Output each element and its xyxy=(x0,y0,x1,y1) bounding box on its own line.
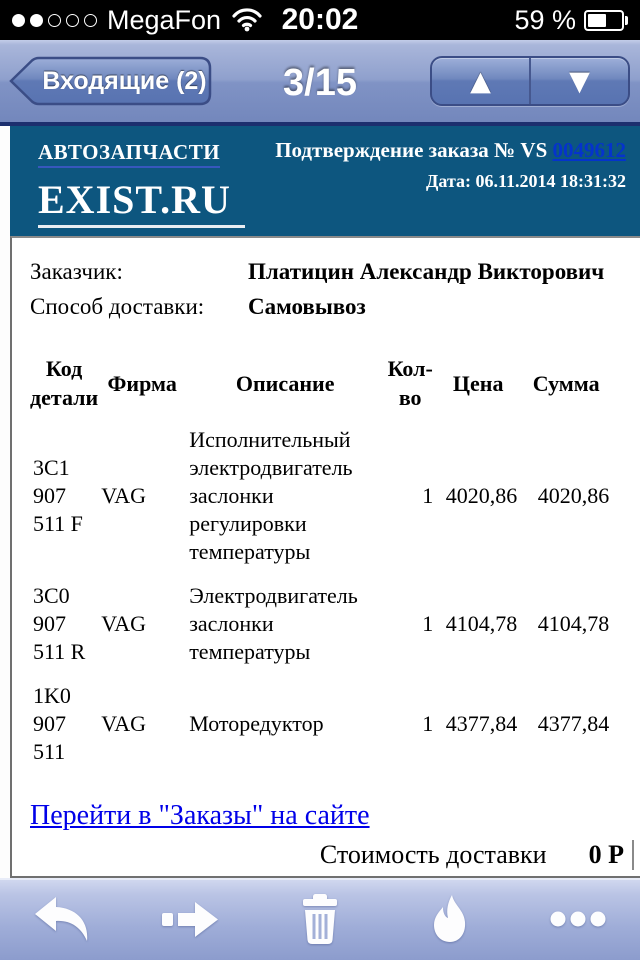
carrier-label: MegaFon xyxy=(107,4,222,35)
shipping-cost-row xyxy=(30,840,640,870)
part-price: 4020,86 xyxy=(445,483,518,508)
part-qty: 1 xyxy=(422,483,434,508)
order-info xyxy=(30,254,640,324)
next-message-button[interactable]: ▼ xyxy=(529,58,628,104)
previous-message-button[interactable]: ▲ xyxy=(470,65,491,97)
delivery-value: Самовывоз xyxy=(248,294,366,319)
part-qty: 1 xyxy=(422,711,434,736)
col-header-brand: Фирма xyxy=(107,370,177,396)
forward-icon xyxy=(161,894,221,944)
part-brand: VAG xyxy=(101,611,147,636)
forward-button[interactable] xyxy=(159,891,223,947)
go-to-orders-link[interactable]: Перейти в "Заказы" на сайте xyxy=(30,800,370,831)
customer-label: Заказчик: xyxy=(30,259,123,284)
battery-percent: 59 % xyxy=(514,4,576,35)
order-number-link[interactable]: 0049612 xyxy=(552,138,626,162)
back-button-label: Входящие (2) xyxy=(42,66,207,95)
flag-button[interactable] xyxy=(417,891,481,947)
col-header-code: Код детали xyxy=(30,356,99,410)
ellipsis-icon xyxy=(546,893,610,945)
table-row xyxy=(30,674,612,774)
part-code: 3C0 907 511 R xyxy=(33,583,86,664)
delivery-label: Способ доставки: xyxy=(30,294,205,319)
flame-icon xyxy=(419,893,479,945)
order-items-table xyxy=(30,348,612,774)
col-header-description: Описание xyxy=(235,370,335,396)
mail-toolbar xyxy=(0,878,640,960)
part-qty: 1 xyxy=(422,611,434,636)
nav-bar xyxy=(0,40,640,126)
signal-strength-icon xyxy=(12,14,97,27)
part-description: Моторедуктор xyxy=(189,711,324,736)
email-view xyxy=(0,126,640,878)
col-header-price: Цена xyxy=(452,370,504,396)
part-sum: 4104,78 xyxy=(537,611,610,636)
autoparts-link[interactable]: АВТОЗАПЧАСТИ xyxy=(38,140,220,168)
trash-icon xyxy=(288,893,352,945)
part-brand: VAG xyxy=(101,711,147,736)
delete-button[interactable] xyxy=(288,891,352,947)
shipping-cost-label: Стоимость доставки xyxy=(319,840,547,869)
col-header-sum: Сумма xyxy=(532,370,600,396)
part-code: 3C1 907 511 F xyxy=(33,455,83,536)
part-price: 4104,78 xyxy=(445,611,518,636)
more-actions-button[interactable] xyxy=(546,891,610,947)
part-sum: 4020,86 xyxy=(537,483,610,508)
email-subject: Подтверждение заказа № VS 0049612 xyxy=(275,138,626,162)
customer-value: Платицин Александр Викторович xyxy=(248,259,605,284)
part-description: Электродвигатель заслонки температуры xyxy=(189,583,358,664)
message-position-title: 3/15 xyxy=(283,61,357,104)
reply-button[interactable] xyxy=(30,891,94,947)
part-price: 4377,84 xyxy=(445,711,518,736)
clock: 20:02 xyxy=(281,3,359,36)
status-bar xyxy=(0,0,640,40)
part-brand: VAG xyxy=(101,483,147,508)
email-date: Дата: 06.11.2014 18:31:32 xyxy=(426,171,626,191)
email-body xyxy=(10,236,640,878)
table-header-row xyxy=(30,348,612,418)
shipping-cost-value: 0 Р xyxy=(589,840,634,870)
prev-next-control xyxy=(430,56,630,106)
table-row xyxy=(30,418,612,574)
reply-icon xyxy=(32,894,92,944)
table-row xyxy=(30,574,612,674)
back-to-inbox-button[interactable] xyxy=(8,56,213,106)
exist-ru-logo-link[interactable]: EXIST.RU xyxy=(38,176,245,228)
part-sum: 4377,84 xyxy=(537,711,610,736)
email-header xyxy=(10,126,640,236)
col-header-qty: Кол-во xyxy=(387,356,433,410)
part-code: 1K0 907 511 xyxy=(33,683,71,764)
battery-icon xyxy=(584,10,628,31)
wifi-icon xyxy=(231,6,263,37)
part-description: Исполнительный электродвигатель заслонки регулировки температуры xyxy=(189,427,353,564)
